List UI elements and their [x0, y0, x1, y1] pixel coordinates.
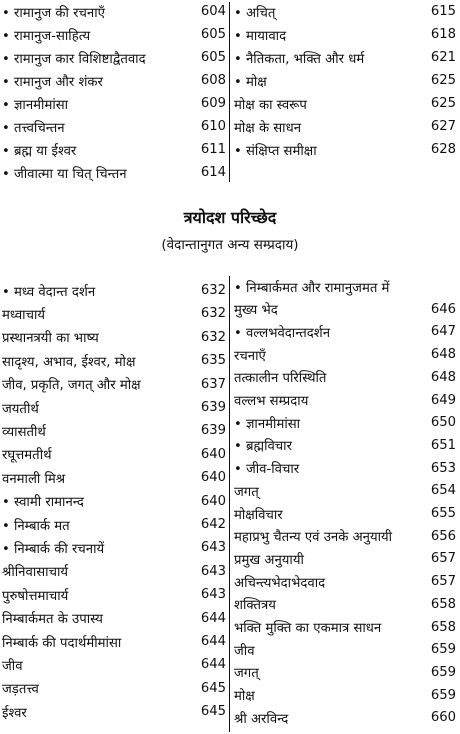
index-entry: [234, 547, 456, 570]
entry-title: • मायावाद: [234, 28, 287, 44]
entry-page-number: 640: [200, 493, 226, 509]
entry-title: • ब्रह्मविचार: [234, 439, 292, 455]
entry-page-number: 647: [430, 324, 456, 340]
index-entry: [234, 115, 456, 138]
entry-title: वनमाली मिश्र: [2, 471, 66, 487]
entry-title: मोक्षविचार: [234, 507, 283, 523]
entry-page-number: 655: [430, 506, 456, 521]
index-entry: [234, 46, 456, 69]
entry-page-number: 627: [430, 119, 456, 134]
entry-page-number: 611: [200, 142, 226, 157]
entry-page-number: 640: [200, 446, 226, 462]
entry-page-number: 635: [200, 353, 226, 369]
entry-page-number: 658: [430, 619, 456, 635]
index-entry: [234, 684, 456, 707]
entry-title: • मध्व वेदान्त दर्शन: [2, 284, 96, 300]
entry-page-number: 646: [430, 301, 456, 317]
column-divider: [229, 276, 230, 732]
index-entry: [234, 389, 456, 412]
entry-title: जीव: [2, 658, 23, 674]
entry-title: जीव, प्रकृति, जगत् और मोक्ष: [2, 378, 141, 394]
entry-page-number: 648: [430, 369, 456, 385]
entry-title: • रामानुज कार विशिष्टाद्वैतवाद: [2, 51, 146, 67]
index-entry: [2, 326, 226, 349]
index-entry: [2, 513, 226, 536]
entry-title: रघूत्तमतीर्थ: [2, 448, 52, 464]
entry-page-number: 650: [430, 415, 456, 431]
index-entry: [234, 275, 456, 298]
entry-title: वल्लभ सम्प्रदाय: [234, 394, 309, 409]
index-entry: [234, 525, 456, 548]
entry-title: प्रस्थानत्रयी का भाष्य: [2, 331, 99, 347]
index-entry: [234, 661, 456, 684]
index-entry: [2, 302, 226, 325]
index-entry: [2, 607, 226, 630]
entry-title: तत्कालीन परिस्थिति: [234, 371, 327, 387]
index-entry: [2, 23, 226, 46]
entry-title: • ब्रह्म या ईश्वर: [2, 143, 77, 159]
index-entry: [2, 138, 226, 161]
entry-page-number: 645: [200, 704, 226, 720]
entry-title: महाप्रभु चैतन्य एवं उनके अनुयायी: [234, 530, 393, 546]
entry-title: जड़तत्त्व: [2, 682, 39, 698]
index-entry: [234, 92, 456, 115]
entry-page-number: 604: [200, 4, 226, 19]
entry-title: जगत्: [234, 666, 259, 682]
index-entry: [2, 536, 226, 559]
index-entry: [234, 616, 456, 639]
entry-title: • रामानुज और शंकर: [2, 74, 103, 90]
entry-page-number: 605: [200, 27, 226, 42]
entry-page-number: 609: [200, 96, 226, 111]
index-entry: [2, 373, 226, 396]
entry-page-number: 632: [200, 329, 226, 345]
entry-page-number: 621: [430, 50, 456, 65]
index-entry: [234, 366, 456, 389]
index-entry: [234, 570, 456, 593]
entry-page-number: 605: [200, 50, 226, 65]
index-entry: [2, 92, 226, 115]
entry-page-number: 656: [430, 528, 456, 544]
entry-title: • नैतिकता, भक्ति और धर्म: [234, 51, 365, 67]
index-entry: [2, 653, 226, 676]
entry-page-number: 657: [430, 551, 456, 567]
index-entry: [2, 0, 226, 23]
index-entry: [234, 479, 456, 502]
index-entry: [2, 115, 226, 138]
entry-page-number: 618: [430, 27, 456, 42]
entry-page-number: 610: [200, 119, 226, 134]
entry-page-number: 615: [430, 4, 456, 19]
entry-title: • स्वामी रामानन्द: [2, 495, 84, 511]
entry-page-number: 654: [430, 483, 456, 499]
index-entry: [2, 69, 226, 92]
entry-title: मुख्य भेद: [234, 303, 278, 319]
entry-title: व्यासतीर्थ: [2, 424, 46, 440]
entry-page-number: 643: [200, 540, 226, 556]
entry-title: • निम्बार्क मत: [2, 518, 70, 534]
index-entry: [234, 343, 456, 366]
index-entry: [2, 700, 226, 723]
index-entry: [234, 69, 456, 92]
entry-page-number: 659: [430, 664, 456, 680]
entry-page-number: 608: [200, 73, 226, 88]
entry-page-number: 643: [200, 563, 226, 579]
entry-title: सादृश्य, अभाव, ईश्वर, मोक्ष: [2, 354, 136, 370]
entry-title: जगत्: [234, 484, 259, 500]
index-entry: [234, 0, 456, 23]
entry-title: जयतीर्थ: [2, 401, 39, 417]
index-entry: [234, 502, 456, 525]
entry-page-number: 640: [200, 470, 226, 486]
index-entry: [234, 298, 456, 321]
index-entry: [234, 23, 456, 46]
entry-title: • जीव-विचार: [234, 462, 300, 478]
entry-title: • ज्ञानमीमांसा: [234, 416, 301, 432]
entry-title: अचिन्त्यभेदाभेदवाद: [234, 575, 326, 591]
entry-title: मध्वाचार्य: [2, 307, 46, 323]
entry-title: पुरुषोत्तमाचार्य: [2, 588, 69, 604]
entry-page-number: 643: [200, 587, 226, 603]
index-entry: [2, 443, 226, 466]
entry-title: श्री अरविन्द: [234, 711, 289, 727]
entry-title: मोक्ष का स्वरूप: [234, 97, 307, 113]
entry-title: • रामानुज की रचनाएँ: [2, 5, 105, 21]
entry-page-number: 659: [430, 687, 456, 703]
column-divider: [229, 2, 230, 182]
entry-title: प्रमुख अनुयायी: [234, 552, 304, 568]
bottom-index: [0, 276, 460, 734]
section-title: त्रयोदश परिच्छेद: [183, 208, 277, 227]
entry-title: • संक्षिप्त समीक्षा: [234, 143, 317, 159]
entry-page-number: 644: [200, 657, 226, 673]
entry-title: मोक्ष: [234, 689, 255, 705]
index-entry: [234, 434, 456, 457]
index-entry: [2, 490, 226, 513]
entry-page-number: 632: [200, 306, 226, 322]
entry-title: • अचित्: [234, 5, 276, 21]
entry-page-number: 628: [430, 142, 456, 157]
entry-title: ईश्वर: [2, 705, 27, 721]
index-entry: [2, 419, 226, 442]
index-entry: [2, 583, 226, 606]
entry-page-number: 642: [200, 517, 226, 532]
entry-page-number: 644: [200, 610, 226, 626]
entry-page-number: 657: [430, 574, 456, 590]
entry-title: • रामानुज-साहित्य: [2, 28, 91, 44]
entry-title: • निम्बार्कमत और रामानुजमत में: [234, 280, 390, 296]
entry-title: शक्तित्रय: [234, 598, 276, 614]
entry-page-number: 625: [430, 96, 456, 111]
index-entry: [234, 706, 456, 729]
entry-title: • जीवात्मा या चित् चिन्तन: [2, 166, 127, 182]
entry-page-number: 648: [430, 347, 456, 363]
entry-title: • मोक्ष: [234, 74, 267, 90]
index-entry: [234, 457, 456, 480]
index-entry: [2, 161, 226, 184]
entry-title: जीव: [234, 643, 255, 659]
entry-title: भक्ति मुक्ति का एकमात्र साधन: [234, 621, 382, 636]
entry-page-number: 649: [430, 392, 456, 408]
entry-title: मोक्ष के साधन: [234, 120, 302, 136]
index-entry: [234, 638, 456, 661]
entry-page-number: 645: [200, 680, 226, 696]
entry-page-number: 639: [200, 423, 226, 439]
entry-page-number: 625: [430, 73, 456, 88]
index-entry: [2, 677, 226, 700]
entry-page-number: 659: [430, 642, 456, 658]
entry-page-number: 614: [200, 165, 226, 180]
entry-title: श्रीनिवासाचार्य: [2, 565, 69, 581]
index-entry: [2, 560, 226, 583]
entry-title: रचनाएँ: [234, 348, 266, 364]
entry-title: निम्बार्कमत के उपास्य: [2, 612, 103, 628]
index-entry: [2, 630, 226, 653]
entry-page-number: 658: [430, 596, 456, 612]
entry-title: • निम्बार्क की रचनायें: [2, 541, 105, 557]
section-subtitle: (वेदान्तानुगत अन्य सम्प्रदाय): [161, 237, 299, 253]
entry-title: • तत्त्वचिन्तन: [2, 120, 65, 136]
index-entry: [234, 138, 456, 161]
index-entry: [234, 320, 456, 343]
entry-page-number: 637: [200, 376, 226, 392]
index-entry: [2, 466, 226, 489]
entry-page-number: 660: [430, 710, 456, 726]
entry-page-number: 651: [430, 437, 456, 453]
index-entry: [2, 279, 226, 302]
index-entry: [2, 46, 226, 69]
entry-page-number: 653: [430, 460, 456, 476]
top-index: [0, 0, 460, 184]
entry-page-number: 639: [200, 400, 226, 415]
entry-page-number: 632: [200, 283, 226, 298]
index-entry: [234, 593, 456, 616]
entry-page-number: 644: [200, 634, 226, 649]
index-entry: [2, 396, 226, 419]
index-entry: [2, 349, 226, 372]
index-entry: [234, 411, 456, 434]
entry-title: • ज्ञानमीमांसा: [2, 97, 69, 113]
entry-title: निम्बार्क की पदार्थमीमांसा: [2, 635, 122, 651]
entry-title: • वल्लभवेदान्तदर्शन: [234, 325, 331, 341]
